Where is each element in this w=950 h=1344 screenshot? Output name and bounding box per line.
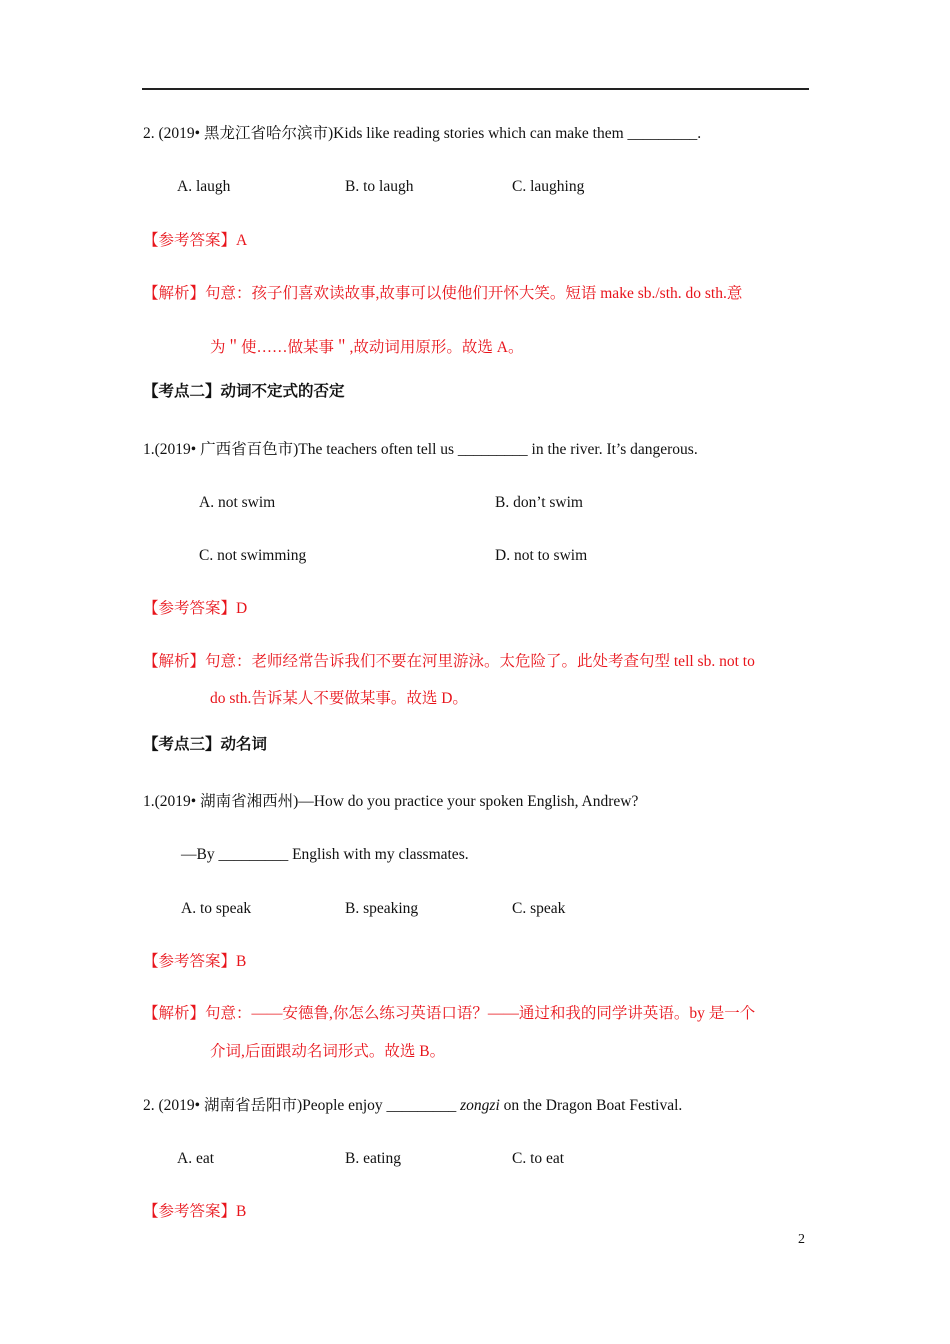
option-c: C. laughing [512,178,585,195]
question-stem-start: 2. (2019• 湖南省岳阳市)People enjoy _________ [143,1097,461,1114]
analysis-text-continued: 介词,后面跟动名词形式。故选 B。 [210,1043,446,1060]
question-stem-continued: —By _________ English with my classmates. [181,846,469,863]
reference-answer: 【参考答案】A [143,232,248,249]
option-a: A. laugh [177,178,231,195]
option-c: C. speak [512,900,566,917]
analysis-text-continued: 为＂使……做某事＂,故动词用原形。故选 A。 [210,339,524,356]
option-c: C. to eat [512,1150,565,1167]
question-stem: 1.(2019• 湖南省湘西州)—How do you practice your spoken English, Andrew? [143,793,639,810]
section-heading: 【考点三】动名词 [143,736,268,753]
analysis-text: 【解析】句意：孩子们喜欢读故事,故事可以使他们开怀大笑。短语 make sb./sth. do sth.意 [143,285,743,302]
header-rule [142,88,809,90]
italic-term: zongzi [460,1097,500,1114]
page-number: 2 [798,1232,805,1247]
option-b: B. speaking [345,900,419,917]
option-a: A. not swim [199,494,276,511]
analysis-text: 【解析】句意：——安德鲁,你怎么练习英语口语？——通过和我的同学讲英语。by 是一个 [143,1005,756,1022]
option-a: A. to speak [181,900,252,917]
reference-answer: 【参考答案】B [143,1203,247,1220]
option-b: B. to laugh [345,178,414,195]
section-heading: 【考点二】动词不定式的否定 [143,383,345,400]
option-c: C. not swimming [199,547,307,564]
analysis-text: 【解析】句意：老师经常告诉我们不要在河里游泳。太危险了。此处考查句型 tell sb. not to [143,653,755,670]
option-d: D. not to swim [495,547,588,564]
option-b: B. don’t swim [495,494,583,511]
question-stem: 1.(2019• 广西省百色市)The teachers often tell us _________ in the river. It’s dangerous. [143,441,698,458]
reference-answer: 【参考答案】B [143,953,247,970]
analysis-text-continued: do sth.告诉某人不要做某事。故选 D。 [210,690,468,707]
question-stem-end: on the Dragon Boat Festival. [499,1097,683,1114]
question-stem [143,1096,682,1116]
reference-answer: 【参考答案】D [143,600,248,617]
option-b: B. eating [345,1150,401,1167]
option-a: A. eat [177,1150,215,1167]
question-stem: 2. (2019• 黑龙江省哈尔滨市)Kids like reading stories which can make them _________. [143,125,702,142]
